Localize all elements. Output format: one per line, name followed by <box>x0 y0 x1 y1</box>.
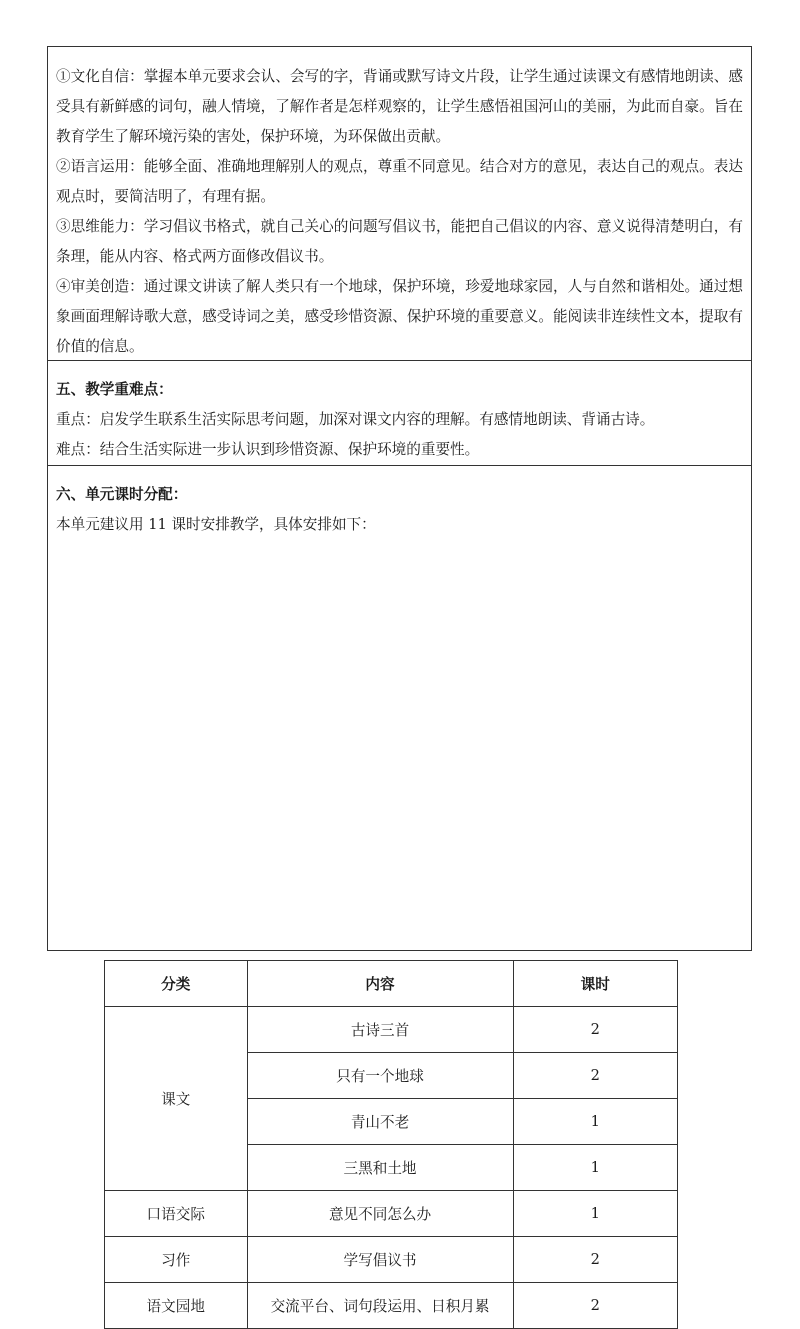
content-cell: 只有一个地球 <box>247 1053 513 1099</box>
hours-cell: 2 <box>513 1283 677 1329</box>
schedule-section <box>48 466 751 1315</box>
hours-cell: 1 <box>513 1191 677 1237</box>
difficulties-heading: 五、教学重难点： <box>56 381 173 398</box>
header-content: 内容 <box>247 961 513 1007</box>
table-row <box>105 1007 678 1053</box>
category-cell: 习作 <box>105 1237 248 1283</box>
key-difficulties-section <box>48 361 751 466</box>
content-cell: 三黑和土地 <box>247 1145 513 1191</box>
hours-cell: 2 <box>513 1237 677 1283</box>
schedule-heading: 六、单元课时分配： <box>56 486 188 503</box>
hours-cell: 2 <box>513 1007 677 1053</box>
content-cell: 古诗三首 <box>247 1007 513 1053</box>
key-point-text: 重点：启发学生联系生活实际思考问题，加深对课文内容的理解。有感情地朗读、背诵古诗。 <box>56 411 655 428</box>
hours-cell: 1 <box>513 1145 677 1191</box>
content-cell: 青山不老 <box>247 1099 513 1145</box>
lesson-plan-frame <box>47 46 752 1315</box>
table-header-row <box>105 961 678 1007</box>
header-category: 分类 <box>105 961 248 1007</box>
table-row <box>105 1191 678 1237</box>
hours-cell: 2 <box>513 1053 677 1099</box>
category-cell: 课文 <box>105 1007 248 1191</box>
category-cell: 口语交际 <box>105 1191 248 1237</box>
lesson-hours-table <box>104 960 678 1329</box>
hours-cell: 1 <box>513 1099 677 1145</box>
content-cell: 意见不同怎么办 <box>247 1191 513 1237</box>
difficult-point-text: 难点：结合生活实际进一步认识到珍惜资源、保护环境的重要性。 <box>56 441 480 458</box>
teaching-goals-section <box>48 47 751 361</box>
schedule-intro: 本单元建议用 11 课时安排教学，具体安排如下： <box>56 516 376 533</box>
table-row <box>105 1237 678 1283</box>
goal-language-use: ②语言运用：能够全面、准确地理解别人的观点，尊重不同意见。结合对方的意见，表达自己的观点。表达观点时，要简洁明了，有理有据。 <box>56 158 743 205</box>
goal-cultural-confidence: ①文化自信：掌握本单元要求会认、会写的字，背诵或默写诗文片段，让学生通过读课文有感情地朗读、感受具有新鲜感的词句，融人情境，了解作者是怎样观察的，让学生感悟祖国河山的美丽，为此而自豪。旨在教育学生了解环境污染的害处，保护环境，为环保做出贡献。 <box>56 68 743 145</box>
content-cell: 学写倡议书 <box>247 1237 513 1283</box>
goal-thinking-ability: ③思维能力：学习倡议书格式，就自己关心的问题写倡议书，能把自己倡议的内容、意义说得清楚明白，有条理，能从内容、格式两方面修改倡议书。 <box>56 218 743 265</box>
table-row <box>105 1283 678 1329</box>
header-hours: 课时 <box>513 961 677 1007</box>
category-cell: 语文园地 <box>105 1283 248 1329</box>
goal-aesthetic-creation: ④审美创造：通过课文讲读了解人类只有一个地球，保护环境，珍爱地球家园，人与自然和谐相处。通过想象画面理解诗歌大意，感受诗词之美，感受珍惜资源、保护环境的重要意义。能阅读非连续性文本，提取有价值的信息。 <box>56 278 743 355</box>
content-cell: 交流平台、词句段运用、日积月累 <box>247 1283 513 1329</box>
